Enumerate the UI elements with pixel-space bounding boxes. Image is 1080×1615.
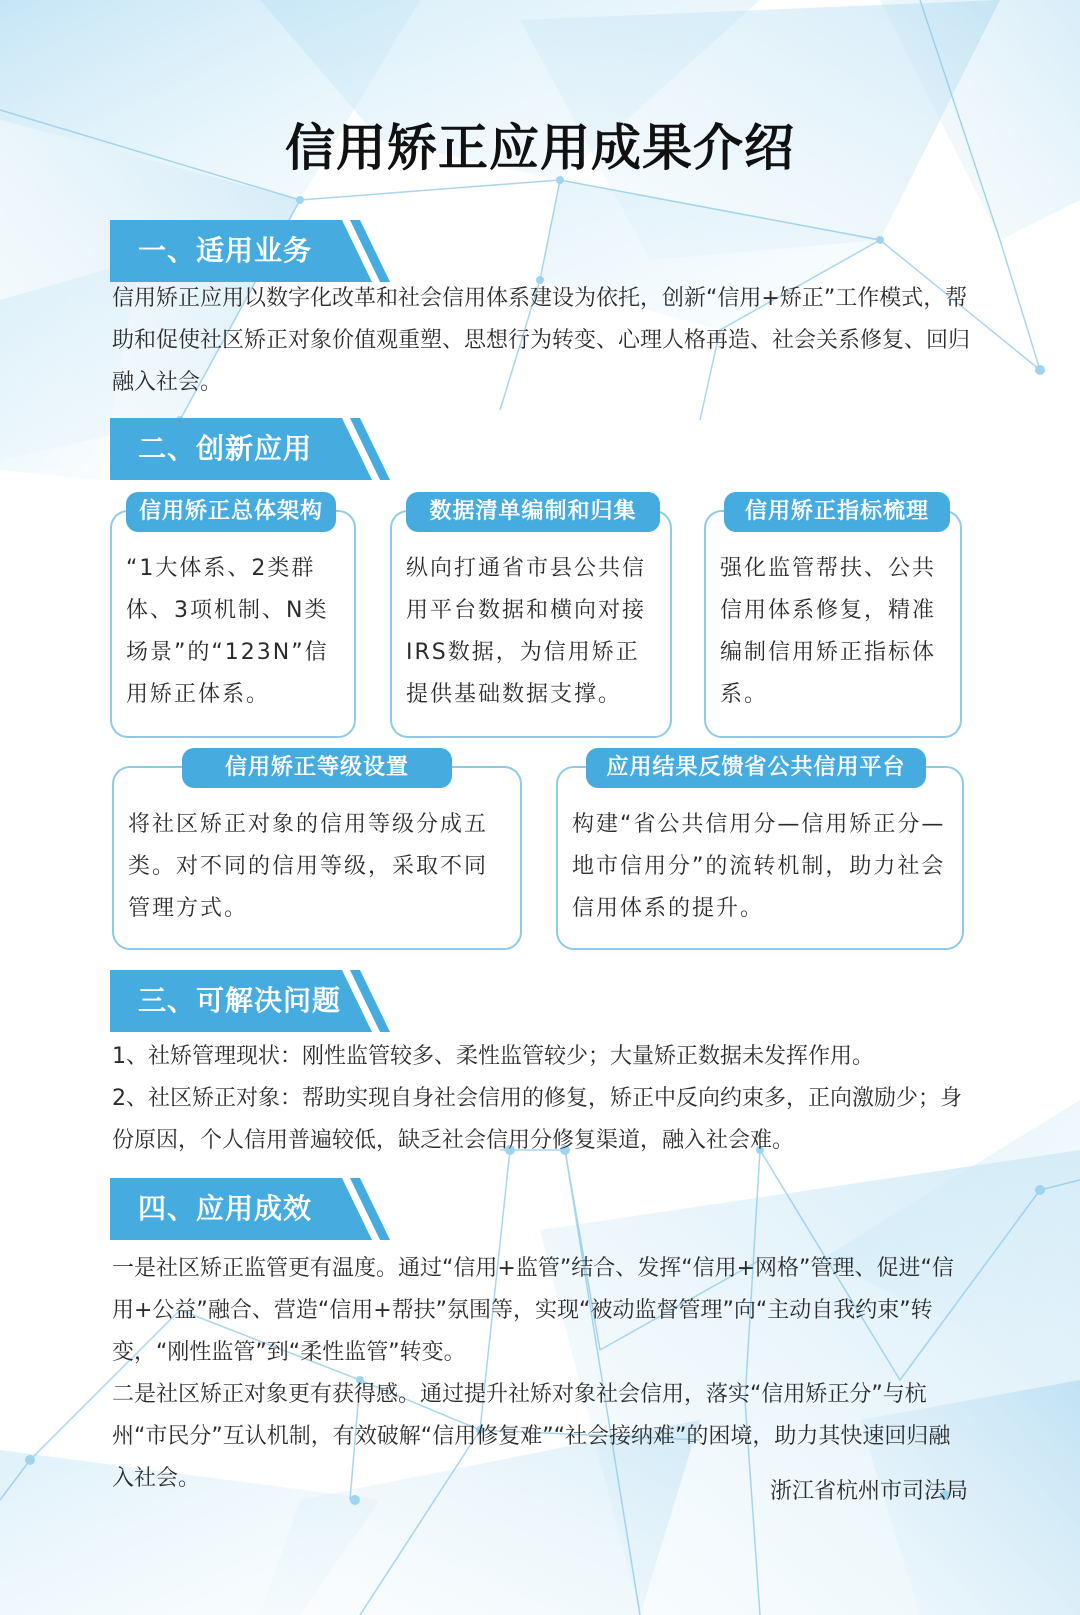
section-paragraph: 一是社区矫正监管更有温度。通过“信用+监管”结合、发挥“信用+网格”管理、促进“信用+公益”融合、营造“信用+帮扶”氛围等，实现“被动监督管理”向“主动自我约束”转变，“刚性监管”到“柔性监管”转变。 xyxy=(112,1256,954,1365)
section-heading: 一、适用业务 xyxy=(138,234,313,267)
section-header-applicable-business xyxy=(110,220,390,282)
card-tag: 信用矫正总体架构 xyxy=(126,492,336,532)
section-heading: 四、应用成效 xyxy=(138,1192,313,1225)
section-header-application-results xyxy=(110,1178,390,1240)
card-data-inventory xyxy=(390,499,672,738)
card-body: 构建“省公共信用分—信用矫正分—地市信用分”的流转机制，助力社会信用体系的提升。 xyxy=(572,812,946,921)
section-paragraph: 2、社区矫正对象：帮助实现自身社会信用的修复，矫正中反向约束多，正向激励少；身份原因，个人信用普遍较低，缺乏社会信用分修复渠道，融入社会难。 xyxy=(112,1086,962,1153)
section-heading: 二、创新应用 xyxy=(138,432,313,465)
page-title: 信用矫正应用成果介绍 xyxy=(285,119,795,177)
section-header-solvable-problems xyxy=(110,970,390,1032)
card-indicator-sorting xyxy=(704,499,962,738)
card-tag: 应用结果反馈省公共信用平台 xyxy=(586,748,926,788)
section-heading: 三、可解决问题 xyxy=(138,984,342,1017)
section-paragraph: 1、社矫管理现状：刚性监管较多、柔性监管较少；大量矫正数据未发挥作用。 xyxy=(112,1044,874,1069)
section-paragraph: 二是社区矫正对象更有获得感。通过提升社矫对象社会信用，落实“信用矫正分”与杭州“市民分”互认机制，有效破解“信用修复难”“社会接纳难”的困境，助力其快速回归融入社会。 xyxy=(112,1382,951,1491)
card-tag: 信用矫正指标梳理 xyxy=(724,492,950,532)
card-body: “1大体系、2类群体、3项机制、N类场景”的“123N”信用矫正体系。 xyxy=(126,556,329,707)
card-feedback-platform xyxy=(556,755,964,950)
card-body: 纵向打通省市县公共信用平台数据和横向对接IRS数据，为信用矫正提供基础数据支撑。 xyxy=(406,556,647,707)
section-header-innovative-application xyxy=(110,418,390,480)
card-body: 强化监管帮扶、公共信用体系修复，精准编制信用矫正指标体系。 xyxy=(720,556,937,707)
card-overall-architecture xyxy=(110,499,356,738)
card-tag: 信用矫正等级设置 xyxy=(182,748,452,788)
signature: 浙江省杭州市司法局 xyxy=(769,1479,968,1504)
card-body: 将社区矫正对象的信用等级分成五类。对不同的信用等级，采取不同管理方式。 xyxy=(128,812,489,921)
section-paragraph: 信用矫正应用以数字化改革和社会信用体系建设为依托，创新“信用+矫正”工作模式，帮助和促使社区矫正对象价值观重塑、思想行为转变、心理人格再造、社会关系修复、回归融入社会。 xyxy=(112,286,971,395)
card-tag: 数据清单编制和归集 xyxy=(406,492,660,532)
card-grade-setting xyxy=(112,755,522,950)
